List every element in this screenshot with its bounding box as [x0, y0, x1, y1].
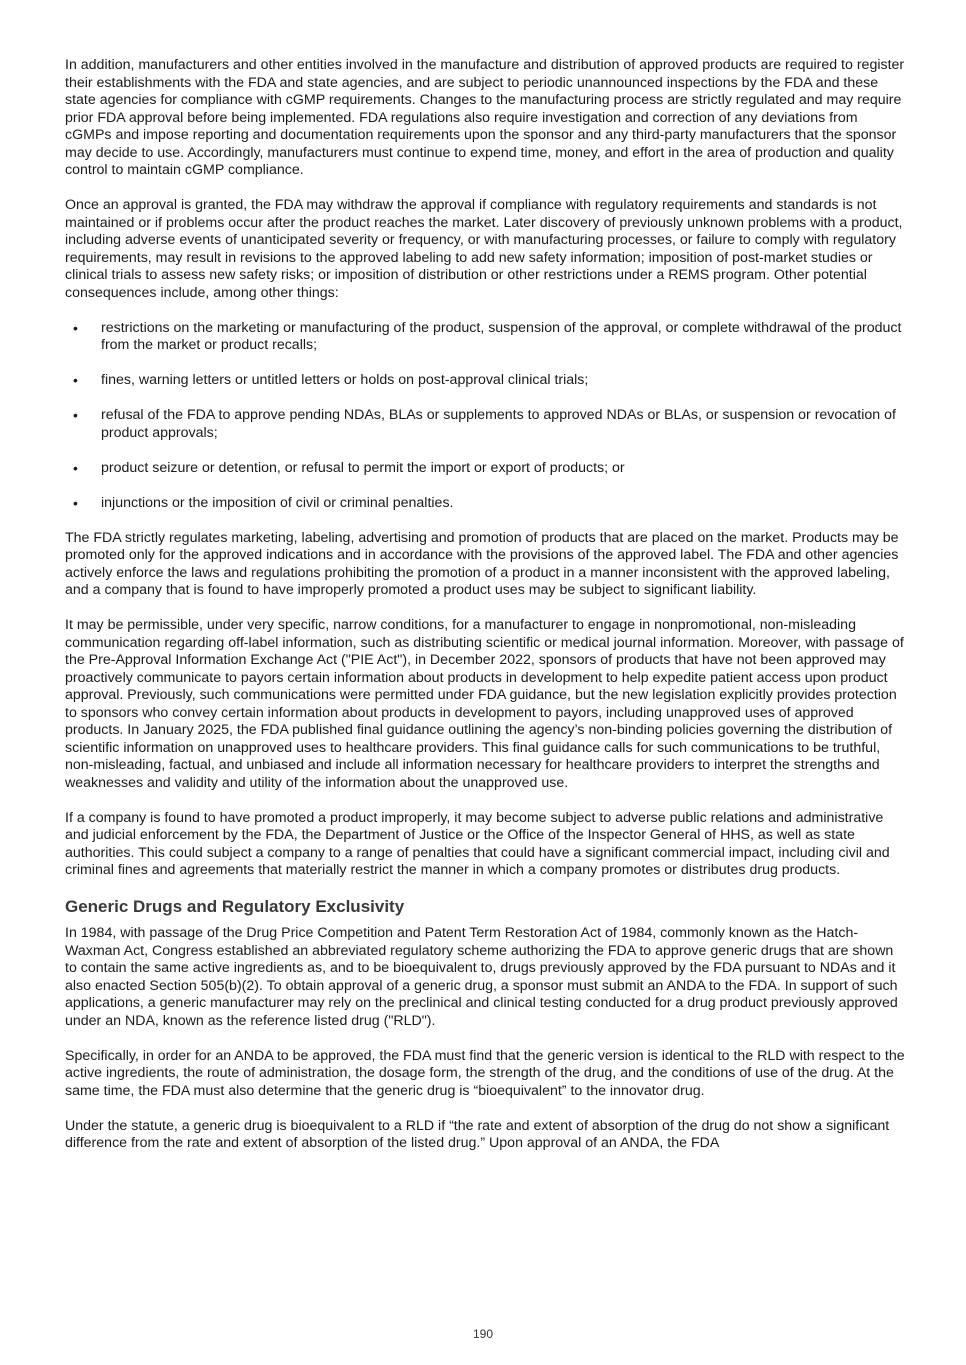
section-heading-generic-drugs: Generic Drugs and Regulatory Exclusivity [65, 897, 405, 916]
paragraph-off-label-communication: It may be permissible, under very specific, narrow conditions, for a manufacturer to engage in nonpromotional, non-misleading communication regarding off-label information, such as distributing scientific or medical journal information. Moreover, with passage of the Pre-Approval Information Exchange Act ("PIE Act"), in December 2022, sponsors of products that have not been approved may proactively communicate to payors certain information about products in development to help expedite patient access upon product approval. Previously, such communications were permitted under FDA guidance, but the new legislation explicitly provides protection to sponsors who convey certain information about products in development to payors, including unapproved uses of approved products. In January 2025, the FDA published final guidance outlining the agency’s non-binding policies governing the distribution of scientific information on unapproved uses to healthcare providers. This final guidance calls for such communications to be truthful, non-misleading, factual, and unbiased and include all information necessary for healthcare providers to interpret the strengths and weaknesses and validity and utility of the information about the unapproved use. [65, 617, 904, 791]
paragraph-marketing-regulation: The FDA strictly regulates marketing, labeling, advertising and promotion of products that are placed on the market. Products may be promoted only for the approved indications and in accordance with the provisions of the approved label. The FDA and other agencies actively enforce the laws and regulations prohibiting the promotion of a product in a manner inconsistent with the approved labeling, and a company that is found to have improperly promoted a product uses may be subject to significant liability. [65, 529, 899, 598]
bullet-icon: • [73, 459, 78, 476]
list-item [65, 407, 905, 442]
paragraph-anda-approval: Specifically, in order for an ANDA to be approved, the FDA must find that the generic version is identical to the RLD with respect to the active ingredients, the route of administration, the dosage form, the strength of the drug, and the conditions of use of the drug. At the same time, the FDA must also determine that the generic drug is “bioequivalent” to the innovator drug. [65, 1047, 905, 1099]
document-body [65, 57, 905, 1170]
bullet-icon: • [73, 372, 78, 388]
paragraph-bioequivalence: Under the statute, a generic drug is bioequivalent to a RLD if “the rate and extent of absorption of the drug do not show a significant difference from the rate and extent of absorption of the listed drug.” Upon approval of an ANDA, the FDA [65, 1117, 890, 1151]
list-item-text: restrictions on the marketing or manufacturing of the product, suspension of the approval, or complete withdrawal of the product from the market or product recalls; [101, 319, 902, 353]
list-item-text: refusal of the FDA to approve pending NDAs, BLAs or supplements to approved NDAs or BLAs, or suspension or revocation of product approvals; [101, 407, 896, 441]
paragraph-approval-withdrawal: Once an approval is granted, the FDA may withdraw the approval if compliance with regulatory requirements and standards is not maintained or if problems occur after the product reaches the market. Later discovery of previously unknown problems with a product, including adverse events of unanticipated severity or frequency, or with manufacturing processes, or failure to comply with regulatory requirements, may result in revisions to the approved labeling to add new safety information; imposition of post-market studies or clinical trials to assess new safety risks; or imposition of distribution or other restrictions under a REMS program. Other potential consequences include, among other things: [65, 197, 903, 301]
paragraph-improper-promotion: If a company is found to have promoted a product improperly, it may become subject to adverse public relations and administrative and judicial enforcement by the FDA, the Department of Justice or the Office of the Inspector General of HHS, as well as state authorities. This could subject a company to a range of penalties that could have a significant commercial impact, including civil and criminal fines and agreements that materially restrict the manner in which a company promotes or distributes drug products. [65, 809, 890, 878]
list-item-text: product seizure or detention, or refusal to permit the import or export of products; or [101, 459, 625, 476]
page-number: 190 [472, 1327, 494, 1341]
list-item-text: fines, warning letters or untitled letters or holds on post-approval clinical trials; [101, 372, 589, 388]
bullet-icon: • [73, 494, 78, 511]
paragraph-cgmp-registration: In addition, manufacturers and other entities involved in the manufacture and distribution of approved products are required to register their establishments with the FDA and state agencies, and are subject to periodic unannounced inspections by the FDA and these state agencies for compliance with cGMP requirements. Changes to the manufacturing process are strictly regulated and may require prior FDA approval before being implemented. FDA regulations also require investigation and correction of any deviations from cGMPs and impose reporting and documentation requirements upon the sponsor and any third-party manufacturers that the sponsor may decide to use. Accordingly, manufacturers must continue to expend time, money, and effort in the area of production and quality control to maintain cGMP compliance. [65, 57, 905, 178]
list-item-text: injunctions or the imposition of civil or criminal penalties. [101, 494, 454, 511]
paragraph-hatch-waxman: In 1984, with passage of the Drug Price Competition and Patent Term Restoration Act of 1984, commonly known as the Hatch-Waxman Act, Congress established an abbreviated regulatory scheme authorizing the FDA to approve generic drugs that are shown to contain the same active ingredients as, and to be bioequivalent to, drugs previously approved by the FDA pursuant to NDAs and it also enacted Section 505(b)(2). To obtain approval of a generic drug, a sponsor must submit an ANDA to the FDA. In support of such applications, a generic manufacturer may rely on the preclinical and clinical testing conducted for a drug product previously approved under an NDA, known as the reference listed drug ("RLD"). [65, 925, 898, 1029]
bullet-icon: • [73, 319, 78, 336]
list-item [65, 460, 905, 478]
consequences-list [65, 320, 905, 513]
list-item [65, 372, 905, 390]
bullet-icon: • [73, 407, 78, 423]
list-item [65, 320, 905, 355]
list-item [65, 495, 905, 513]
